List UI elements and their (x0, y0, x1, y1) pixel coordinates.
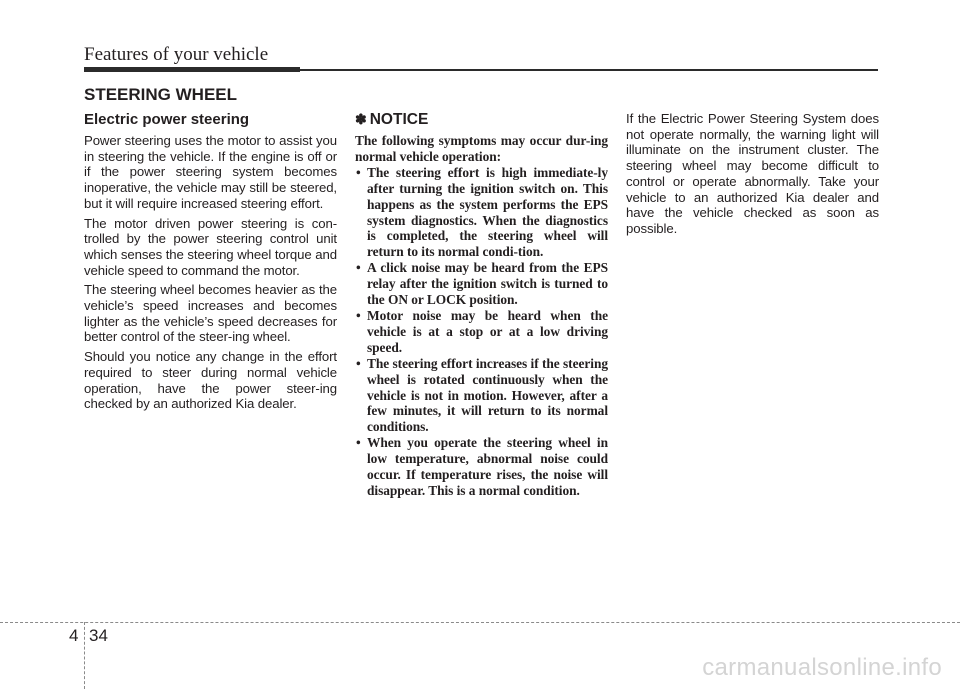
footer-vertical-divider (84, 622, 85, 689)
subheading-electric-power-steering: Electric power steering (84, 111, 250, 128)
header-rule-thick (84, 67, 300, 72)
column-right (626, 111, 879, 241)
paragraph: The motor driven power steering is con-trolled by the power steering control unit which senses the steering wheel torque and vehicle speed to command the motor. (84, 215, 337, 278)
watermark: carmanualsonline.info (702, 654, 942, 681)
notice-item: • Motor noise may be heard when the vehicle is at a stop or at a low driving speed. (355, 308, 608, 356)
section-title: STEERING WHEEL (84, 85, 238, 104)
notice-heading (355, 111, 608, 129)
page-number: 34 (89, 626, 108, 645)
footer-divider (0, 622, 960, 623)
notice-list (355, 165, 608, 499)
column-left (84, 111, 337, 416)
notice-box (355, 111, 608, 499)
header-title: Features of your vehicle (84, 44, 269, 65)
header-rule-thin (300, 69, 878, 71)
notice-item: • The steering effort increases if the steering wheel is rotated continuously when the vehicle is not in motion. However, after a few minutes, it will return to its normal conditions. (355, 356, 608, 436)
chapter-number: 4 (69, 626, 79, 645)
notice-item: • When you operate the steering wheel in low temperature, abnormal noise could occur. If temperature rises, the noise will disappear. This is a normal condition. (355, 435, 608, 499)
notice-intro: The following symptoms may occur dur-ing normal vehicle operation: (355, 133, 608, 164)
paragraph: The steering wheel becomes heavier as the vehicle’s speed increases and becomes lighter as the vehicle’s speed decreases for better control of the steer-ing wheel. (84, 282, 337, 345)
notice-item: • A click noise may be heard from the EPS relay after the ignition switch is turned to the ON or LOCK position. (355, 260, 608, 308)
notice-title: NOTICE (369, 111, 429, 128)
paragraph: Should you notice any change in the effort required to steer during normal vehicle operation, have the power steer-ing checked by an authorized Kia dealer. (84, 349, 337, 412)
paragraph-warning-light: If the Electric Power Steering System does not operate normally, the warning light will illuminate on the instrument cluster. The steering wheel may become difficult to control or operate abnormally. Take your vehicle to an authorized Kia dealer and have the vehicle checked as soon as possible. (626, 111, 879, 236)
paragraph: Power steering uses the motor to assist you in steering the vehicle. If the engine is off or if the power steering system becomes inoperative, the vehicle may still be steered, but it will require increased steering effort. (84, 133, 337, 211)
notice-item: • The steering effort is high immediate-ly after turning the ignition switch on. This happens as the system performs the EPS system diagnostics. When the diagnostics is completed, the steering wheel will return to its normal condi-tion. (355, 165, 608, 260)
notice-star-icon: ✽ (355, 111, 367, 127)
